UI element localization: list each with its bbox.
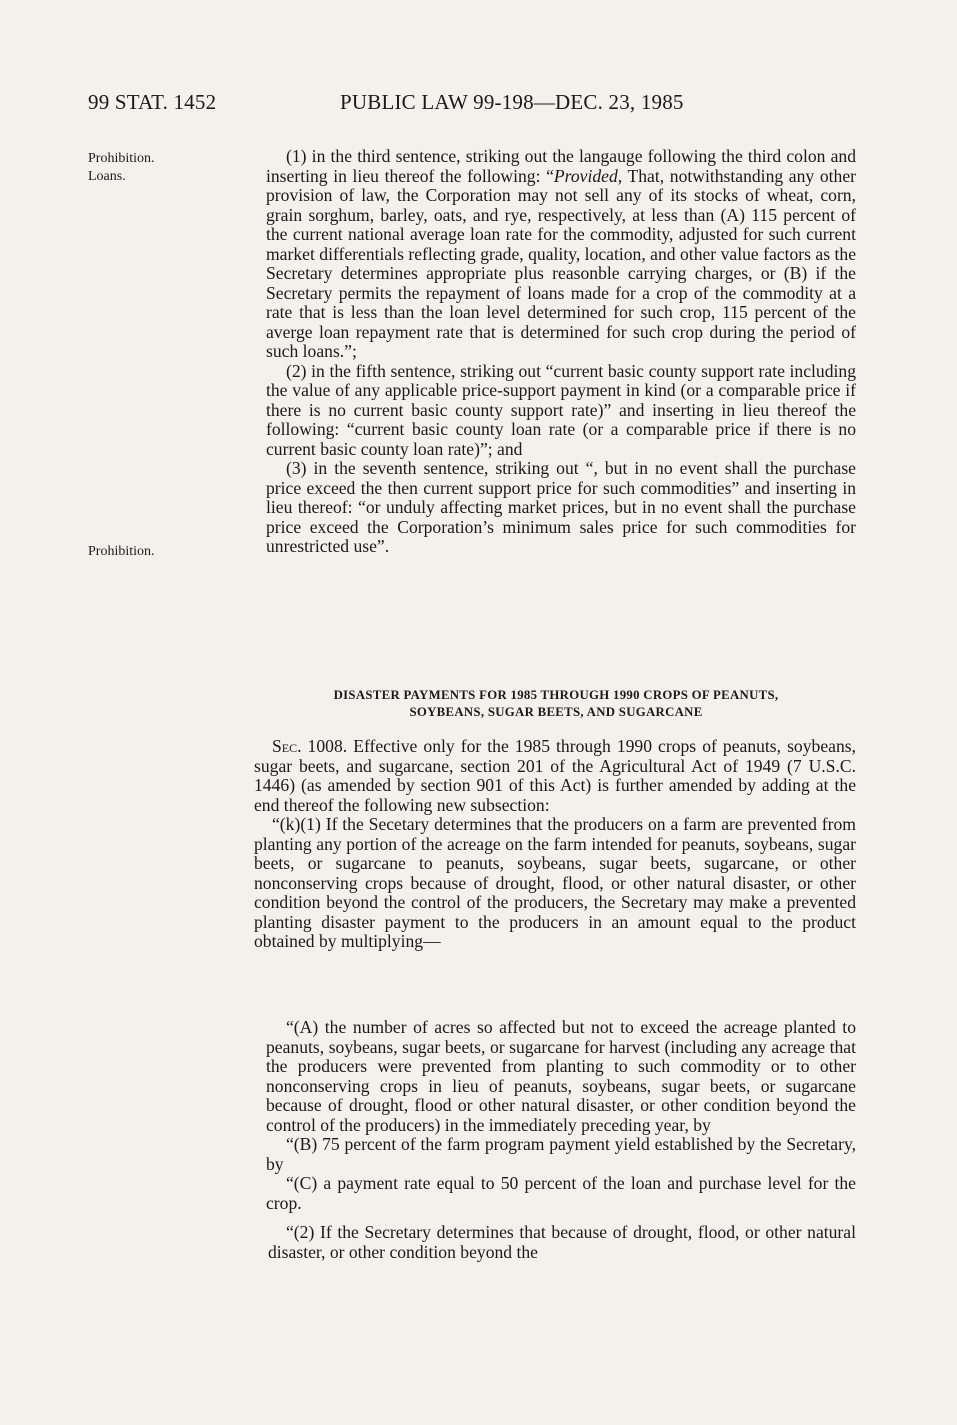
margin-note-prohibition	[88, 543, 155, 561]
section-heading	[256, 687, 856, 721]
italic-proviso: Provided,	[553, 165, 623, 186]
margin-note-text: Loans.	[88, 169, 126, 184]
section-label: Sec. 1008.	[272, 736, 348, 756]
margin-note-text: Prohibition.	[88, 544, 155, 559]
section-1008	[254, 737, 856, 952]
section-text: Effective only for the 1985 through 1990 crops of peanuts, soybeans, sugar beets, and sugarcane, section 201 of the Agricultural Act of 1949 (7 U.S.C. 1446) (as amended by section 901 of this Act) is further amended by adding at the end thereof the following new subsection:	[254, 736, 856, 815]
clause-c: “(C) a payment rate equal to 50 percent of the loan and purchase level for the crop.	[266, 1173, 856, 1213]
amendment-list	[266, 147, 856, 557]
subsection-k2: “(2) If the Secretary determines that because of drought, flood, or other natural disaster, or other condition beyond the	[268, 1222, 856, 1262]
paragraph-text: That, notwithstanding any other provision of law, the Corporation may not sell any of its stocks of wheat, corn, grain sorghum, barley, oats, and rye, respectively, at less than (A) 115 percent of the current national average loan rate for the commodity, adjusted for such current market differentials reflecting grade, quality, location, and other value factors as the Secretary determines appropriate plus reasonble carrying charges, or (B) if the Secretary permits the repayment of loans made for a crop of the commodity at a rate that is less than the loan level determined for such crop, 115 percent of the averge loan repayment rate that is determined for such crop during the period of such loans.”;	[266, 165, 856, 361]
paragraph-3: (3) in the seventh sentence, striking out “, but in no event shall the purchase price exceed the then current support price for such commodities” and inserting in lieu thereof: “or unduly affecting market prices, but in no event shall the purchase price exceed the Corporation’s minimum sales price for such commodities for unrestricted use”.	[266, 458, 856, 556]
paragraph-1	[266, 147, 856, 362]
paragraph-2: (2) in the fifth sentence, striking out “current basic county support rate including the value of any applicable price-support payment in kind (or a comparable price if there is no current basic county support rate)” and inserting in lieu thereof the following: “current basic county loan rate (or a comparable price if there is no current basic county loan rate)”; and	[266, 360, 856, 459]
clause-b: “(B) 75 percent of the farm program payment yield established by the Secretary, by	[266, 1134, 856, 1174]
multiplier-list	[266, 1018, 856, 1213]
public-law-title: PUBLIC LAW 99-198—DEC. 23, 1985	[340, 90, 684, 114]
margin-note-prohibition-loans	[88, 150, 155, 186]
page-header	[88, 90, 868, 120]
margin-note-text: Prohibition.	[88, 151, 155, 166]
subsection-k1: “(k)(1) If the Secetary determines that the producers on a farm are prevented from planting any portion of the acreage on the farm intended for peanuts, soybeans, sugar beets, or sugarcane to peanuts, soybeans, sugar beets, sugarcane, or other nonconserving crops because of drought, flood, or other natural disaster, or other condition beyond the control of the producers, the Secretary may make a prevented planting disaster payment to the producers in an amount equal to the product obtained by multiplying—	[254, 814, 856, 951]
section-intro	[254, 737, 856, 815]
subsection-k2-block	[268, 1223, 856, 1262]
heading-line: SOYBEANS, SUGAR BEETS, AND SUGARCANE	[409, 705, 703, 719]
clause-a: “(A) the number of acres so affected but not to exceed the acreage planted to peanuts, soybeans, sugar beets, or sugarcane for harvest (including any acreage that the producers were prevented from planting to such commodity or to other nonconserving crops in lieu of peanuts, soybeans, sugar beets, or sugarcane because of drought, flood or other natural disaster, or other condition beyond the control of the producers) in the immediately preceding year, by	[266, 1017, 856, 1135]
heading-line: DISASTER PAYMENTS FOR 1985 THROUGH 1990 CROPS OF PEANUTS,	[333, 688, 779, 702]
statute-citation: 99 STAT. 1452	[88, 90, 217, 114]
paragraph-text: (1) in the third sentence, striking out the langauge following the third colon and inserting in lieu thereof the following: “	[266, 146, 856, 186]
